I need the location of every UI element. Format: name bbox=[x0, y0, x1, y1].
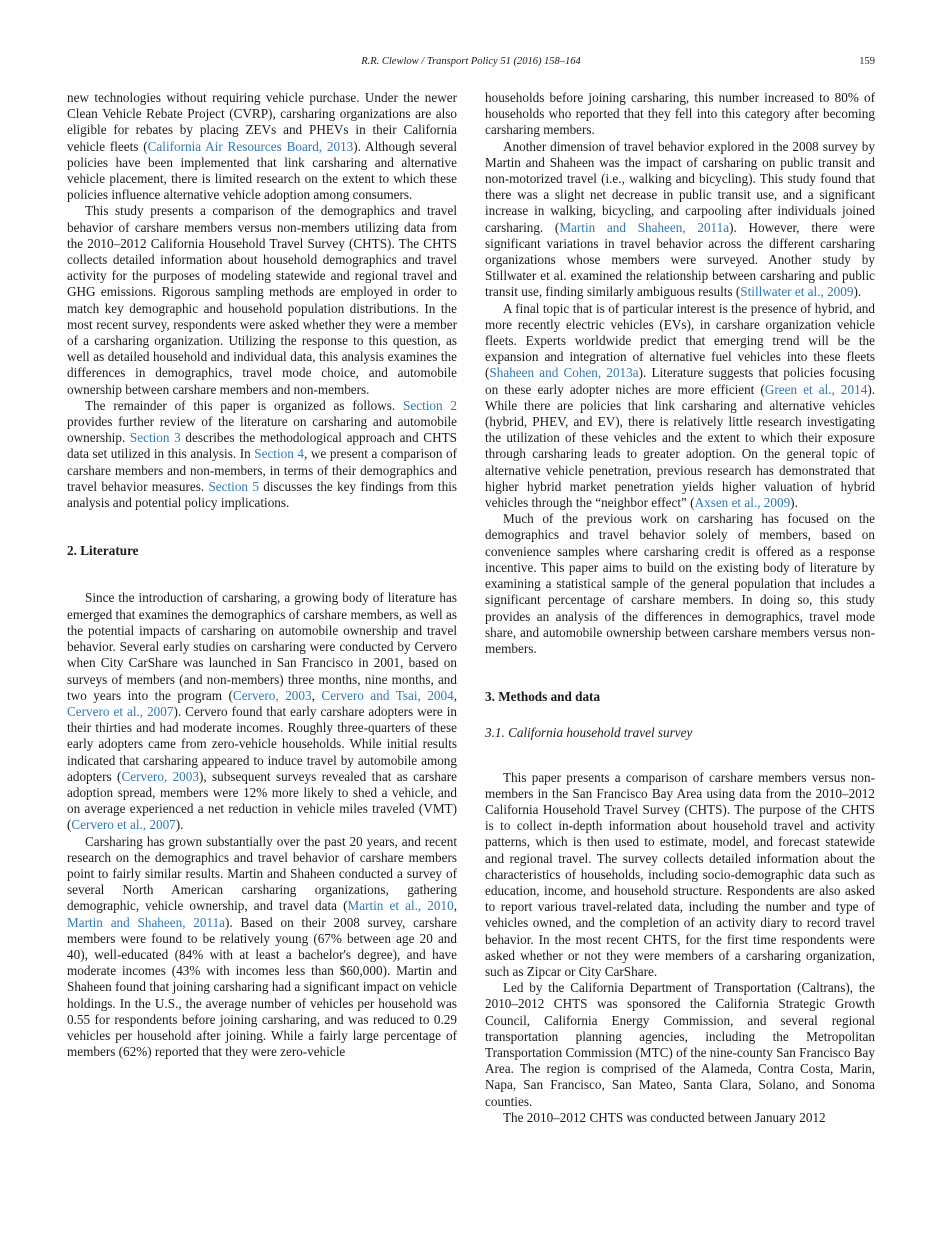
citation-link[interactable]: Cervero et al., 2007 bbox=[71, 817, 176, 833]
paragraph-text: ). bbox=[175, 817, 184, 833]
paragraph-text: ). While there are policies that link carsharing and alternative vehicles (hybrid, PHEV, and EV), there is relatively little research investigating the utilization of these vehicles and the extent to which their exposure through carsharing leads to greater adoption. On the general topic of alternative vehicle penetration, previous research has demonstrated that higher hybrid market penetration yields higher valuation of hybrid vehicles through the “neighbor effect” ( bbox=[485, 381, 876, 511]
paragraph bbox=[67, 834, 457, 1061]
paragraph-text: ). bbox=[790, 495, 798, 511]
paragraph bbox=[485, 90, 875, 139]
paragraph-text: , bbox=[311, 687, 322, 703]
citation-link[interactable]: Section 5 bbox=[208, 478, 259, 494]
paragraph-text: Much of the previous work on carsharing has focused on the demographics and travel behavior solely of members, based on convenience samples where carsharing credit is offered as a response incentive. This paper aims to build on the existing body of literature by examining a statistical sample of the general population that includes a significant percentage of carshare members. In doing so, this study provides an analysis of the differences in demographics, travel mode share, and automobile ownership between carshare members versus non-members. bbox=[485, 511, 875, 656]
paragraph-text: Since the introduction of carsharing, a growing body of literature has emerged that examines the demographics of carshare members, as well as the potential impacts of carsharing on automobile ownership and travel behavior. Several early studies on carsharing were conducted by Cervero when City CarShare was launched in San Francisco in 2001, based on surveys of members (and non-members) three months, nine months, and two years into the program ( bbox=[67, 590, 457, 703]
paragraph bbox=[485, 1110, 875, 1126]
paragraph-text: new technologies without requiring vehicle purchase. Under the newer Clean Vehicle Rebate Project (CVRP), carsharing organizations are also eligible for rebates by placing ZEVs and PHEVs in their California vehicle fleets ( bbox=[67, 90, 457, 154]
citation-link[interactable]: Martin and Shaheen, 2011a bbox=[67, 914, 226, 930]
citation-link[interactable]: Green et al., 2014 bbox=[764, 381, 868, 397]
paragraph bbox=[485, 770, 875, 981]
paragraph-text: This study presents a comparison of the demographics and travel behavior of carshare members versus non-members utilizing data from the 2010–2012 California Household Travel Survey (CHTS). The CHTS collects detailed information about household demographics and travel activity for the purposes of modeling statewide and regional travel and GHG emissions. Rigorous sampling methods are employed in order to match key demographic and household population distributions. In the most recent survey, respondents were asked whether they were a member of a carsharing organization. Utilizing the response to this question, as well as detailed household and individual data, this analysis examines the differences in demographics, travel mode choice, and automobile ownership between carshare members and non-members. bbox=[67, 203, 457, 397]
page-number: 159 bbox=[859, 56, 875, 67]
paragraph-text: households before joining carsharing, this number increased to 80% of households who reported that they fell into this category after becoming carsharing members. bbox=[485, 90, 875, 138]
paragraph bbox=[485, 980, 875, 1110]
paragraph bbox=[67, 203, 457, 397]
running-header bbox=[67, 56, 875, 72]
citation-link[interactable]: Martin and Shaheen, 2011a bbox=[559, 219, 730, 235]
paragraph-text: ). Literature suggests that policies focusing on these early adopter niches are more efficient ( bbox=[485, 365, 876, 397]
citation-link[interactable]: Cervero, 2003 bbox=[121, 768, 199, 784]
paragraph bbox=[485, 511, 875, 657]
paragraph bbox=[485, 139, 875, 301]
citation-link[interactable]: Axsen et al., 2009 bbox=[694, 495, 791, 511]
paragraph-text: Another dimension of travel behavior explored in the 2008 survey by Martin and Shaheen was the impact of carsharing on public transit and non-motorized travel (i.e., walking and bicycling). This study found that there was a slight net decrease in public transit use, and a significant increase in walking, bicycling, and carpooling after individuals joined carsharing. ( bbox=[485, 138, 875, 235]
paragraph-text: ). Cervero found that early carshare adopters were in their thirties and had moderate incomes. Roughly three-quarters of these early adopters came from zero-vehicle households. While initial results indicated that carsharing appeared to induce travel by automobile among adopters ( bbox=[67, 703, 457, 784]
subsection-heading: 3.1. California household travel survey bbox=[485, 725, 693, 741]
paragraph-text: A final topic that is of particular interest is the presence of hybrid, and more recently electric vehicles (EVs), in carshare organization vehicle fleets. Experts worldwide predict that emerging trend will be the expansion and integration of alternative fuel vehicles into these fleets ( bbox=[485, 300, 875, 381]
running-title: R.R. Clewlow / Transport Policy 51 (2016) 158–164 bbox=[361, 56, 581, 67]
citation-link[interactable]: Cervero and Tsai, 2004 bbox=[321, 687, 454, 703]
paragraph-text: ). However, there were significant variations in travel behavior across the different carsharing organizations whose members were surveyed. Another study by Stillwater et al. examined the relationship between carsharing and public transit use, finding similarly ambiguous results ( bbox=[485, 219, 875, 300]
citation-link[interactable]: Section 3 bbox=[129, 430, 181, 446]
citation-link[interactable]: Shaheen and Cohen, 2013a bbox=[489, 365, 639, 381]
citation-link[interactable]: California Air Resources Board, 2013 bbox=[147, 138, 354, 154]
paragraph-text: discusses the key findings from this analysis and potential policy implications. bbox=[67, 478, 457, 511]
left-column bbox=[67, 90, 457, 1060]
paragraph-text: describes the methodological approach and CHTS data set utilized in this analysis. In bbox=[67, 430, 457, 462]
paragraph bbox=[67, 590, 457, 833]
section-heading: 2. Literature bbox=[67, 543, 139, 559]
citation-link[interactable]: Cervero, 2003 bbox=[232, 687, 312, 703]
paragraph-text: ). Based on their 2008 survey, carshare members were found to be relatively young (67% between age 20 and 40), well-educated (84% with at least a bachelor's degree), and have moderate incomes (43% with incomes less than $60,000). Martin and Shaheen found that joining carsharing had a significant impact on vehicle holdings. In the U.S., the average number of vehicles per household was 0.55 for respondents before joining carsharing, and was reduced to 0.29 vehicles per household after joining. While a fairly large percentage of members (62%) reported that they were zero-vehicle bbox=[67, 914, 457, 1060]
paragraph-text: ), subsequent surveys revealed that as carshare adoption spread, members were 12% more likely to shed a vehicle, and on average experienced a net reduction in vehicle miles traveled (VMT) ( bbox=[67, 768, 458, 833]
section-heading: 3. Methods and data bbox=[485, 689, 601, 705]
paragraph-text: , bbox=[453, 687, 457, 703]
citation-link[interactable]: Section 4 bbox=[254, 446, 304, 462]
paragraph-text: Carsharing has grown substantially over the past 20 years, and recent research on the demographics and travel behavior of carshare members point to fairly similar results. Martin and Shaheen conducted a survey of several North American carsharing organizations, gathering demographic, vehicle ownership, and travel data ( bbox=[67, 833, 457, 914]
citation-link[interactable]: Cervero et al., 2007 bbox=[67, 703, 174, 719]
paragraph bbox=[67, 90, 457, 203]
citation-link[interactable]: Martin et al., 2010 bbox=[347, 898, 454, 914]
paragraph-text: ). bbox=[853, 284, 862, 300]
paragraph-text: The remainder of this paper is organized as follows. bbox=[85, 397, 404, 413]
paragraph bbox=[67, 398, 457, 511]
paragraph-text: ). Although several policies have been implemented that link carsharing and alternative vehicle placement, there is limited research on the extent to which these policies influence alternative vehicle adoption among consumers. bbox=[67, 138, 458, 203]
citation-link[interactable]: Section 2 bbox=[403, 397, 457, 413]
paragraph bbox=[485, 301, 875, 512]
right-column bbox=[485, 90, 875, 1126]
paragraph-text: , bbox=[453, 898, 457, 914]
paragraph-text: The 2010–2012 CHTS was conducted between January 2012 bbox=[503, 1109, 826, 1125]
paragraph-text: Led by the California Department of Transportation (Caltrans), the 2010–2012 CHTS was sponsored the California Strategic Growth Council, California Energy Commission, and several regional transportation planning agencies, including the Metropolitan Transportation Commission (MTC) of the nine-county San Francisco Bay Area. The region is comprised of the Alameda, Contra Costa, Marin, Napa, San Francisco, San Mateo, Santa Clara, Solano, and Sonoma counties. bbox=[485, 980, 875, 1109]
paragraph-text: provides further review of the literature on carsharing and automobile ownership. bbox=[67, 414, 457, 446]
paragraph-text: , we present a comparison of carshare members and non-members, in terms of their demographics and travel behavior measures. bbox=[67, 446, 457, 494]
citation-link[interactable]: Stillwater et al., 2009 bbox=[740, 284, 854, 300]
paragraph-text: This paper presents a comparison of carshare members versus non-members in the San Francisco Bay Area using data from the 2010–2012 California Household Travel Survey (CHTS). The purpose of the CHTS is to collect in-depth information about household travel and activity patterns, which is then used to estimate, model, and forecast statewide and regional travel. The survey collects detailed information about the characteristics of households, including socio-demographic data such as education, income, and household structure. Respondents are also asked to report various travel-related data, including the number and type of vehicles owned, and the completion of an activity diary to record travel behavior. In the most recent CHTS, for the first time respondents were asked whether or not they were members of a carsharing organization, such as Zipcar or City CarShare. bbox=[485, 769, 875, 979]
